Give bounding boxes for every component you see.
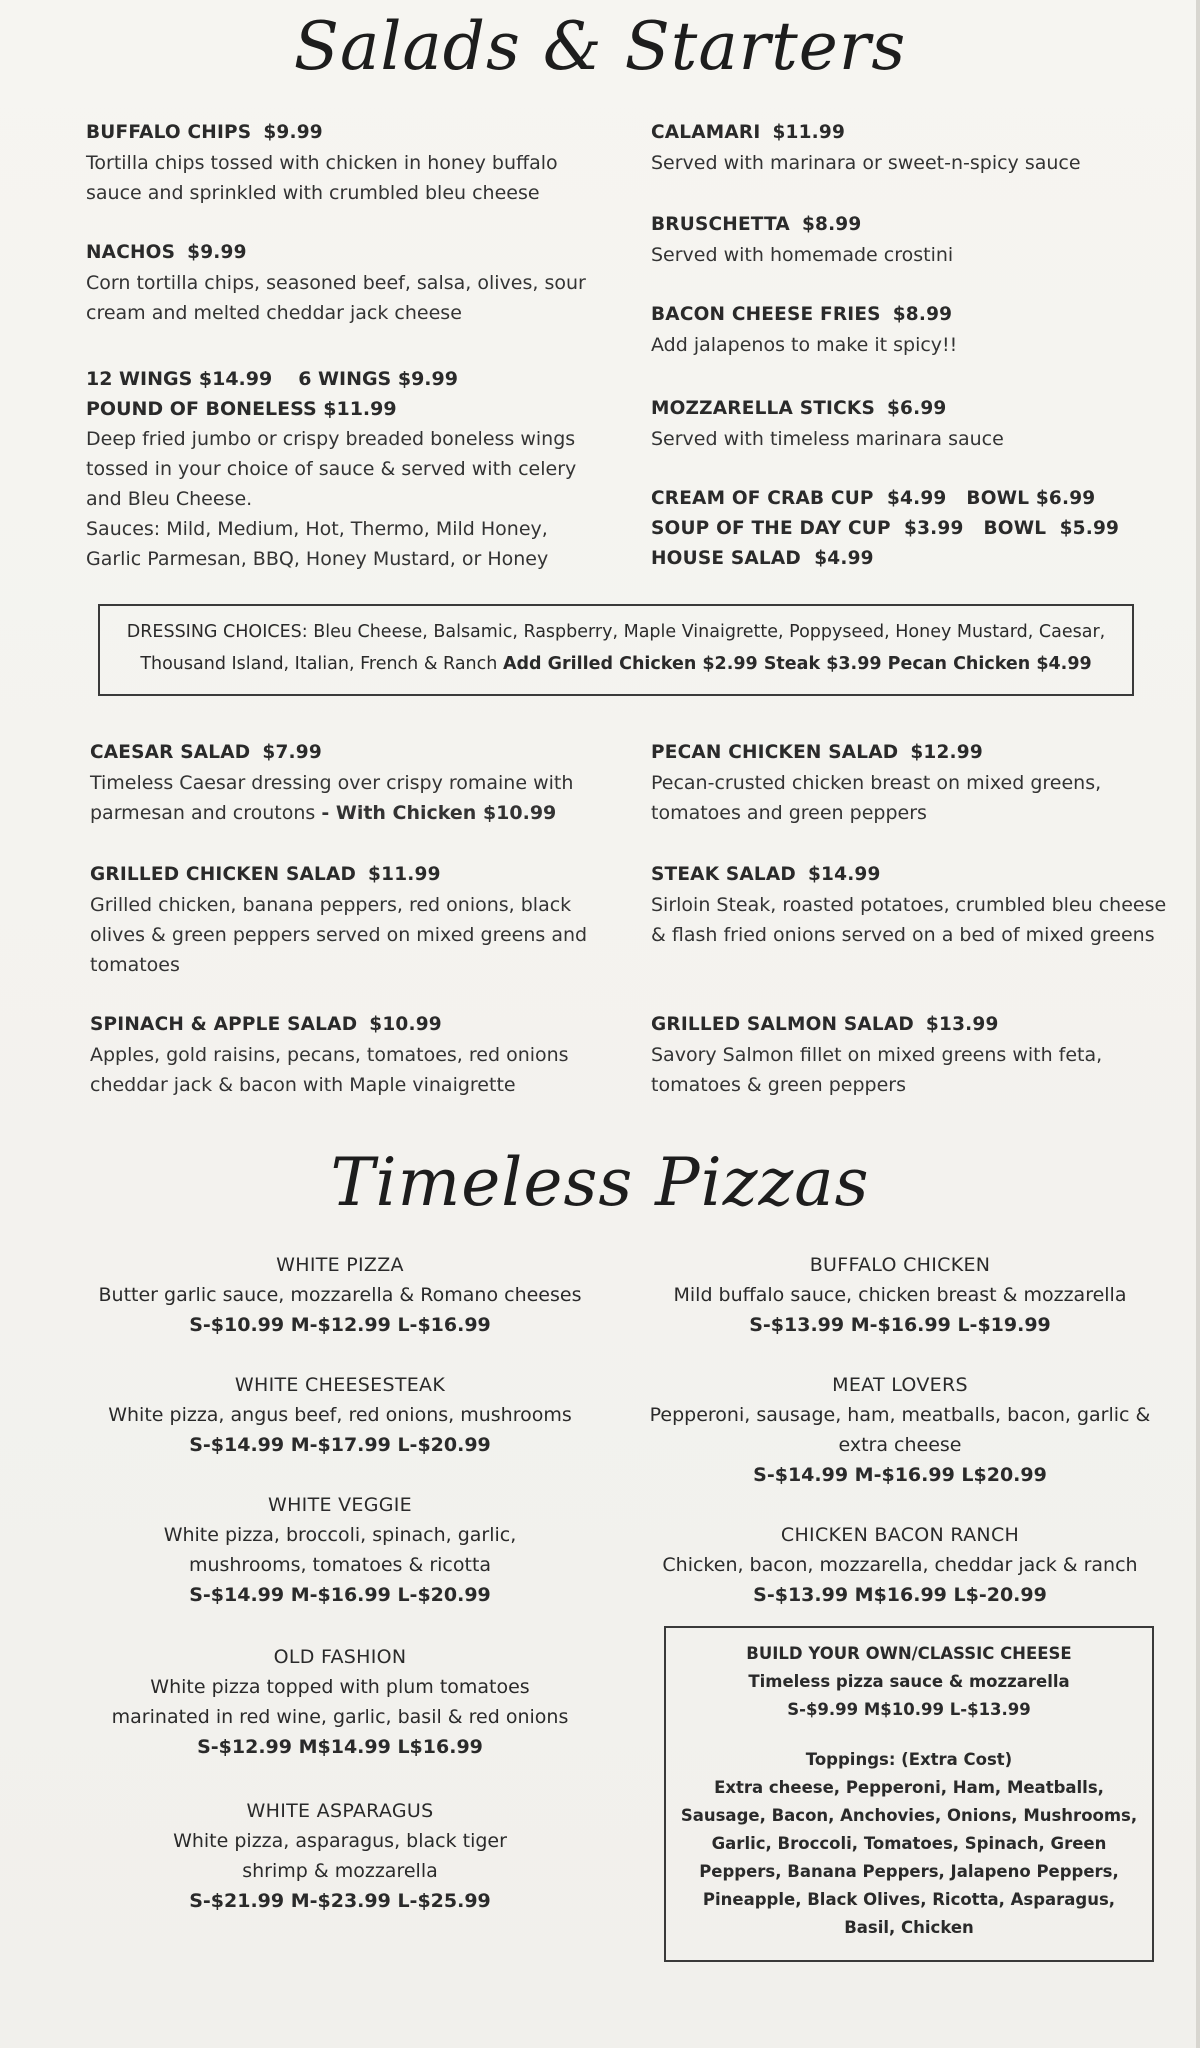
menu-item-spinach-apple-salad <box>90 1010 610 1100</box>
item-name: GRILLED SALMON SALAD <box>651 1014 914 1035</box>
pizza-description: White pizza, broccoli, spinach, garlic, mushrooms, tomatoes & ricotta <box>163 1524 517 1576</box>
pizza-white-pizza <box>80 1250 600 1340</box>
pizza-white-veggie <box>80 1490 600 1610</box>
house-salad: HOUSE SALAD $4.99 <box>651 548 874 569</box>
menu-item-nachos <box>86 238 606 328</box>
build-your-own-price: S-$9.99 M$10.99 L-$13.99 <box>787 1700 1031 1719</box>
dressing-line-1: DRESSING CHOICES: Bleu Cheese, Balsamic, Raspberry, Maple Vinaigrette, Poppyseed, Honey Mustard, Caesar, <box>126 622 1106 642</box>
pizza-description: White pizza, angus beef, red onions, mushrooms <box>108 1404 572 1426</box>
pizza-description: White pizza, asparagus, black tiger shrimp & mozzarella <box>173 1830 507 1882</box>
dressing-choices-box <box>98 604 1134 696</box>
item-name: CAESAR SALAD <box>90 742 251 763</box>
item-price: $9.99 <box>263 122 323 143</box>
wings-6-price: 6 WINGS $9.99 <box>298 368 458 390</box>
item-price: $8.99 <box>801 214 862 235</box>
toppings-list: Extra cheese, Pepperoni, Ham, Meatballs, Sausage, Bacon, Anchovies, Onions, Mushrooms, Garlic, Broccoli, Tomatoes, Spinach, Green Peppers, Banana Peppers, Jalapeno Peppers, Pineapple, Black Olives, Ricotta, Asparagus, Basil, Chicken <box>680 1778 1138 1937</box>
item-name: BUFFALO CHIPS <box>86 122 252 143</box>
menu-item-wings <box>86 364 606 574</box>
wings-12-price: 12 WINGS $14.99 <box>86 368 273 390</box>
salads-starters-title: Salads & Starters <box>293 8 907 85</box>
pizza-description: Chicken, bacon, mozzarella, cheddar jack & ranch <box>662 1554 1138 1576</box>
item-price: $12.99 <box>910 742 983 763</box>
menu-item-calamari <box>651 118 1171 178</box>
pizza-white-asparagus <box>80 1796 600 1916</box>
toppings-title: Toppings: (Extra Cost) <box>805 1750 1013 1769</box>
pizza-description: Butter garlic sauce, mozzarella & Romano cheeses <box>98 1284 582 1306</box>
pizza-price: S-$12.99 M$14.99 L$16.99 <box>197 1736 483 1758</box>
item-price: $6.99 <box>886 398 947 419</box>
pizza-price: S-$14.99 M-$17.99 L-$20.99 <box>189 1434 491 1456</box>
pizza-description: White pizza topped with plum tomatoes marinated in red wine, garlic, basil & red onions <box>111 1676 569 1728</box>
item-description: Apples, gold raisins, pecans, tomatoes, red onions cheddar jack & bacon with Maple vinaigrette <box>90 1044 569 1096</box>
item-description: Served with timeless marinara sauce <box>651 428 1004 450</box>
pizza-description: Pepperoni, sausage, ham, meatballs, bacon, garlic & extra cheese <box>649 1404 1151 1456</box>
item-description: Savory Salmon fillet on mixed greens with feta, tomatoes & green peppers <box>651 1044 1103 1096</box>
pizza-price: S-$10.99 M-$12.99 L-$16.99 <box>189 1314 491 1336</box>
item-description: Served with marinara or sweet-n-spicy sauce <box>651 152 1081 174</box>
item-description: Pecan-crusted chicken breast on mixed greens, tomatoes and green peppers <box>651 772 1102 824</box>
soup-crab: CREAM OF CRAB CUP $4.99 BOWL $6.99 <box>651 488 1096 509</box>
item-description: Tortilla chips tossed with chicken in honey buffalo sauce and sprinkled with crumbled bleu cheese <box>86 152 558 204</box>
pizza-price: S-$21.99 M-$23.99 L-$25.99 <box>189 1890 491 1912</box>
item-name: MOZZARELLA STICKS <box>651 398 875 419</box>
build-your-own-box <box>664 1626 1154 1962</box>
menu-item-mozzarella-sticks <box>651 394 1171 454</box>
soup-of-day: SOUP OF THE DAY CUP $3.99 BOWL $5.99 <box>651 518 1120 539</box>
item-description: Served with homemade crostini <box>651 244 954 266</box>
item-name: SPINACH & APPLE SALAD <box>90 1014 358 1035</box>
item-price: $8.99 <box>892 304 953 325</box>
boneless-price: POUND OF BONELESS $11.99 <box>86 398 397 420</box>
pizza-price: S-$13.99 M$16.99 L$-20.99 <box>753 1584 1047 1606</box>
pizza-chicken-bacon-ranch <box>640 1520 1160 1610</box>
item-description: Deep fried jumbo or crispy breaded boneless wings tossed in your choice of sauce & served with celery and Bleu Cheese. <box>86 428 577 510</box>
item-name: GRILLED CHICKEN SALAD <box>90 864 357 885</box>
pizza-price: S-$13.99 M-$16.99 L-$19.99 <box>749 1314 1051 1336</box>
item-price: $11.99 <box>368 864 441 885</box>
menu-item-caesar-salad <box>90 738 610 828</box>
dressing-addons: Add Grilled Chicken $2.99 Steak $3.99 Pecan Chicken $4.99 <box>502 654 1092 674</box>
item-description: Timeless Caesar dressing over crispy romaine with parmesan and croutons <box>90 772 574 824</box>
pizza-name: OLD FASHION <box>273 1646 407 1668</box>
item-extra: - With Chicken $10.99 <box>321 802 557 824</box>
pizza-name: CHICKEN BACON RANCH <box>780 1524 1020 1546</box>
item-name: BRUSCHETTA <box>651 214 790 235</box>
menu-item-steak-salad <box>651 860 1171 950</box>
pizza-name: MEAT LOVERS <box>832 1374 968 1396</box>
item-price: $9.99 <box>187 242 247 263</box>
pizza-name: WHITE ASPARAGUS <box>246 1800 434 1822</box>
menu-item-bruschetta <box>651 210 1171 270</box>
dressing-line-2: Thousand Island, Italian, French & Ranch <box>140 654 498 674</box>
build-your-own-title: BUILD YOUR OWN/CLASSIC CHEESE <box>746 1644 1072 1663</box>
item-price: $11.99 <box>772 122 846 143</box>
timeless-pizzas-title: Timeless Pizzas <box>330 1144 870 1221</box>
pizza-price: S-$14.99 M-$16.99 L-$20.99 <box>189 1584 491 1606</box>
pizza-name: WHITE CHEESESTEAK <box>234 1374 446 1396</box>
item-description: Add jalapenos to make it spicy!! <box>651 334 958 356</box>
menu-item-grilled-salmon-salad <box>651 1010 1171 1100</box>
pizza-description: Mild buffalo sauce, chicken breast & mozzarella <box>673 1284 1127 1306</box>
pizza-white-cheesesteak <box>80 1370 600 1460</box>
wings-sauces: Sauces: Mild, Medium, Hot, Thermo, Mild Honey, Garlic Parmesan, BBQ, Honey Mustard, or Honey <box>86 518 549 570</box>
pizza-meat-lovers <box>640 1370 1160 1490</box>
item-description: Sirloin Steak, roasted potatoes, crumbled bleu cheese & flash fried onions served on a bed of mixed greens <box>651 894 1167 946</box>
item-name: PECAN CHICKEN SALAD <box>651 742 899 763</box>
item-description: Grilled chicken, banana peppers, red onions, black olives & green peppers served on mixed greens and tomatoes <box>90 894 588 976</box>
item-name: NACHOS <box>86 242 176 263</box>
menu-item-bacon-cheese-fries <box>651 300 1171 360</box>
pizza-name: BUFFALO CHICKEN <box>809 1254 991 1276</box>
build-your-own-description: Timeless pizza sauce & mozzarella <box>748 1672 1070 1691</box>
item-price: $7.99 <box>262 742 322 763</box>
item-price: $13.99 <box>925 1014 999 1035</box>
item-price: $14.99 <box>807 864 881 885</box>
pizza-name: WHITE VEGGIE <box>268 1494 412 1516</box>
menu-item-buffalo-chips <box>86 118 606 208</box>
item-price: $10.99 <box>369 1014 442 1035</box>
item-name: CALAMARI <box>651 122 761 143</box>
pizza-price: S-$14.99 M-$16.99 L$20.99 <box>753 1464 1047 1486</box>
soups-list <box>651 484 1171 574</box>
menu-item-grilled-chicken-salad <box>90 860 610 980</box>
pizza-buffalo-chicken <box>640 1250 1160 1340</box>
pizza-name: WHITE PIZZA <box>276 1254 404 1276</box>
pizza-old-fashion <box>80 1642 600 1762</box>
item-description: Corn tortilla chips, seasoned beef, salsa, olives, sour cream and melted cheddar jack cheese <box>86 272 586 324</box>
menu-item-pecan-chicken-salad <box>651 738 1171 828</box>
item-name: STEAK SALAD <box>651 864 796 885</box>
item-name: BACON CHEESE FRIES <box>651 304 881 325</box>
